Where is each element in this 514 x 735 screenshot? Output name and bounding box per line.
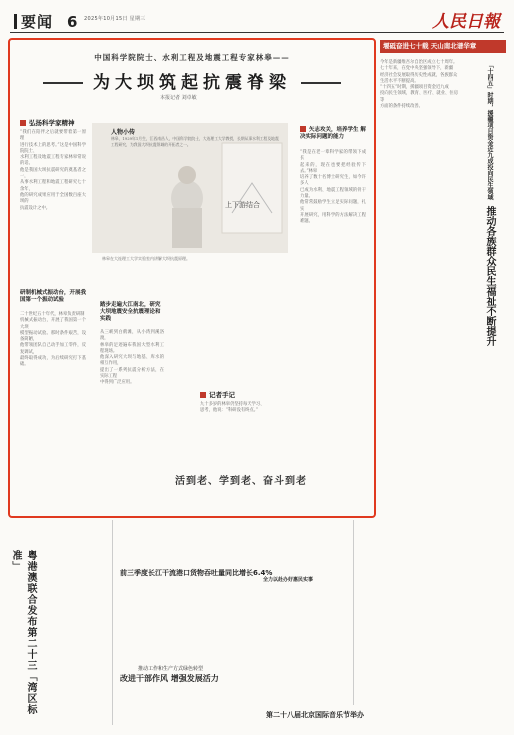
article-4-title: 全力以赴办好惠民实事 — [263, 577, 314, 583]
right-title-small: 「十四五」时期，援疆项目资金近九成投向民生领域 — [486, 62, 493, 200]
column-3-text — [200, 402, 290, 462]
article-2-text — [120, 687, 270, 727]
text-line: 他是我国大坝抗震研究的奠基者之一， — [20, 167, 86, 180]
text-line: 最终取得成功，为后续研究打下基础。 — [20, 356, 86, 368]
feature-kicker: 中国科学院院士、水利工程及地震工程专家林皋—— — [94, 53, 290, 62]
article-2-title: 改进干部作风 增强发展活力 — [120, 674, 219, 683]
text-line: 已成为水利、地震工程领域的骨干力量。 — [300, 187, 366, 200]
right-title-big: 推动各族群众民生福祉不断提升 — [484, 205, 495, 346]
column-1-text-2 — [20, 312, 86, 502]
column-2-text — [100, 330, 164, 470]
lower-section — [8, 520, 506, 730]
text-line: 经济社会发展取得历史性成就，各族群众 — [380, 72, 458, 78]
text-line: 今年是新疆维吾尔自治区成立七十周年。 — [380, 60, 458, 65]
right-column-text — [380, 60, 458, 510]
text-line: 他常常鼓励学生立足实际问题，扎实 — [300, 200, 366, 212]
section-name: 要闻 — [21, 13, 54, 31]
feature-slogan: 活到老、学到老、奋斗到老 — [175, 476, 307, 487]
text-line: “我是在老一辈科学家的带领下成长 — [300, 150, 366, 162]
photo-caption: 林皋在大连理工大学实验室内讲解大坝抗震原理。 — [102, 256, 190, 261]
column-3-subhead — [200, 390, 235, 399]
article-4-text — [263, 586, 353, 706]
section-heading-1-text: 弘扬科学家精神 — [29, 119, 75, 127]
right-column-title — [480, 62, 499, 346]
text-line: “十四五”时期，援疆项目资金近九成 — [380, 85, 449, 91]
article-1-title: 前三季度长江干流港口货物吞吐量同比增长6.4% — [120, 569, 273, 577]
text-line: 培养了数十名博士研究生，如今许多人 — [300, 175, 366, 187]
text-line: 进行技术上的思考。”这是中国科学院院士、 — [20, 142, 86, 154]
right-column-banner: 堰砥奋进七十载 天山南北谱华章 — [380, 40, 506, 53]
text-line: 七十年来，在党中央坚强领导下，新疆 — [380, 66, 454, 72]
text-line: 他带领团队自己动手加工零件，反复调试， — [20, 343, 86, 355]
text-line: 九十多岁的林皋仍坚持每天学习、 — [200, 402, 265, 407]
profile-text: 林皋，1929年1月生，江西南昌人，中国科学院院士，大连理工大学教授，长期从事水利工程及地震工程研究，为我国大坝抗震领域的开拓者之一。 — [111, 136, 279, 147]
article-2-kicker: 推动工作和生产方式绿色转型 — [138, 666, 204, 672]
photo-whiteboard-text: 上下游结合 — [225, 201, 260, 209]
feature-byline: 本报记者 刘卓敏 — [160, 95, 197, 101]
text-line: 二十世纪五十年代，林皋负责研制 — [20, 312, 85, 317]
text-line: 从三峡到白鹤滩，从小湾到溪洛渡， — [100, 330, 164, 342]
text-line: 生活水平不断提高。 — [380, 78, 419, 84]
section-label — [14, 11, 78, 32]
page-number: 6 — [67, 13, 79, 31]
text-line: 机械式振动台，开展了我国第一个大坝 — [20, 318, 86, 330]
column-4-subhead-text: 矢志攻关，培养学生 解决实际问题的能力 — [300, 127, 366, 140]
column-rule — [353, 520, 354, 705]
header-rule — [10, 32, 504, 33]
right-column — [380, 38, 506, 514]
feature-article — [8, 38, 376, 518]
vertical-headline: 粤港澳联合发布第二十三「湾区标准」 — [10, 550, 36, 715]
text-line: 投向民生领域，教育、医疗、就业、住房等 — [380, 91, 458, 103]
column-1-subhead: 研制机械式振动台，开展我国第一个振动试验 — [20, 290, 87, 303]
text-line: 起来的，现在也要把经验传下去。”林皋 — [300, 162, 366, 174]
text-line: 模型振动试验。那时条件艰苦，设备简陋， — [20, 330, 86, 343]
text-line: 中得到广泛应用。 — [100, 380, 135, 386]
text-line: 开展研究，用科学的方法解决工程难题。 — [300, 212, 366, 225]
column-4-text — [300, 150, 366, 480]
text-line: 方面的条件持续改善。 — [380, 104, 423, 110]
text-line: 提出了一系列抗震分析方法，在实际工程 — [100, 367, 164, 380]
column-rule — [112, 520, 113, 725]
text-line: 他的研究成果应用于全国数百座大坝的 — [20, 192, 86, 205]
column-4-subhead — [300, 126, 366, 141]
text-line: 思考，他说：“科研没有终点。” — [200, 408, 259, 414]
page-header — [0, 0, 514, 36]
lower-col-1-text — [30, 525, 78, 725]
text-line: 林皋的足迹遍布我国大型水利工程现场。 — [100, 342, 164, 354]
column-1-text — [20, 130, 86, 211]
date-line: 2025年10月15日 星期三 — [84, 16, 146, 22]
text-line: 水利工程及地震工程专家林皋常说的话。 — [20, 155, 86, 167]
article-3-title: 第二十八届北京国际音乐节举办 — [266, 711, 364, 719]
section-bar — [14, 14, 17, 29]
feature-headline: 为大坝筑起抗震脊梁 — [10, 68, 374, 93]
profile-title: 人物小传 — [111, 129, 136, 136]
text-line: 他深入研究大坝与地基、库水的相互作用， — [100, 355, 164, 367]
column-2-subhead: 踏步走遍大江南北，研究大坝地震安全抗震理论和实践 — [100, 302, 161, 322]
column-3-subhead-text: 记者手记 — [209, 391, 235, 399]
text-line: 抗震设计之中。 — [20, 205, 51, 211]
text-line: “我们在陪伴之后就要带着第一原理 — [20, 130, 86, 142]
newspaper-logo: 人民日報 — [432, 12, 500, 32]
article-3-text — [358, 525, 504, 705]
text-line: 从事水利工程和地震工程研究七十余年， — [20, 180, 86, 192]
section-heading-1 — [20, 118, 75, 127]
